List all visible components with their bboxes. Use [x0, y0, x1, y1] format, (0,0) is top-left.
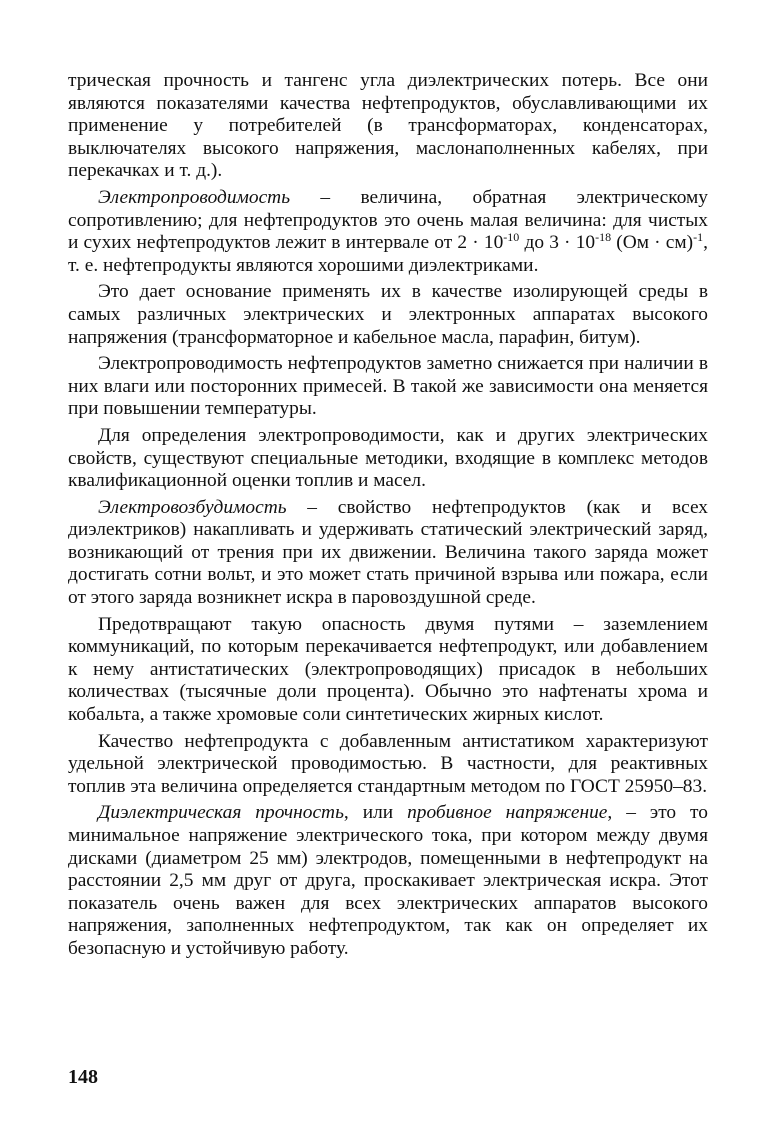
page-body [68, 70, 708, 961]
text: – свойство нефтепродуктов (как и всех диэлектриков) накапливать и удерживать статический электрический заряд, возникающий от трения при их движении. Величина такого заряда может достигать сотни вольт, и это может стать причиной взрыва или пожара, если от этого заряда возникнет искра в паровоздушной среде. [68, 496, 708, 609]
exponent: -1 [693, 230, 704, 245]
exponent: -10 [503, 230, 520, 245]
paragraph-6 [68, 497, 708, 610]
paragraph-5: Для определения электропроводимости, как и других электрических свойств, существуют специальные методики, входящие в комплекс методов квалификационной оценки топлив и масел. [68, 424, 708, 492]
paragraph-1: трическая прочность и тангенс угла диэлектрических потерь. Все они являются показателями качества нефтепродуктов, обуславливающими их применение у потребителей (в трансформаторах, конденсаторах, выключателях высокого напряжения, маслонаполненных кабелях, при перекачках и т. д.). [68, 70, 708, 182]
paragraph-7: Предотвращают такую опасность двумя путями – заземлением коммуникаций, по которым перекачивается нефтепродукт, или добавлением к нему антистатических (электропроводящих) присадок в небольших количествах (тысячные доли процента). Обычно это нафтенаты хрома и кобальта, а также хромовые соли синтетических жирных кислот. [68, 613, 708, 726]
term-electrification: Электровозбудимость [98, 496, 287, 518]
text: до 3 · 10 [519, 232, 596, 254]
text: (Ом · см) [611, 232, 694, 254]
paragraph-8: Качество нефтепродукта с добавленным антистатиком характеризуют удельной электрической проводимостью. В частности, для реактивных топлив эта величина определяется стандартным методом по ГОСТ 25950–83. [68, 730, 708, 797]
term-breakdown-voltage: пробивное напряжение [407, 802, 608, 824]
term-conductivity: Электропроводимость [98, 186, 291, 208]
text: , или [343, 802, 408, 824]
paragraph-3: Это дает основание применять их в качестве изолирующей среды в самых различных электрических и электронных аппаратах высокого напряжения (трансформаторное и кабельное масла, парафин, битум). [68, 281, 708, 348]
text: – величина, обратная электрическому сопротивлению; для нефтепродуктов это очень малая величина: для чистых и сухих нефтепродуктов лежит в интервале от 2 · 10 [68, 186, 708, 254]
text: , – это то минимальное напряжение электрического тока, при котором между двумя дисками (диаметром 25 мм) электродов, помещенными в нефтепродукт на расстоянии 2,5 мм друг от друга, проскакивает электрическая искра. Этот показатель очень важен для всех электрических аппаратов высокого напряжения, заполненных нефтепродуктом, так как он определяет их безопасную и устойчивую работу. [68, 802, 708, 959]
paragraph-9 [68, 802, 708, 960]
text: , т. е. нефтепродукты являются хорошими диэлектриками. [68, 232, 709, 276]
paragraph-2 [68, 187, 708, 277]
term-dielectric-strength: Диэлектрическая прочность [98, 802, 344, 824]
paragraph-4: Электропроводимость нефтепродуктов заметно снижается при наличии в них влаги или посторонних примесей. В такой же зависимости она меняется при повышении температуры. [68, 353, 708, 420]
exponent: -18 [595, 230, 612, 245]
page-number: 148 [68, 1066, 98, 1088]
